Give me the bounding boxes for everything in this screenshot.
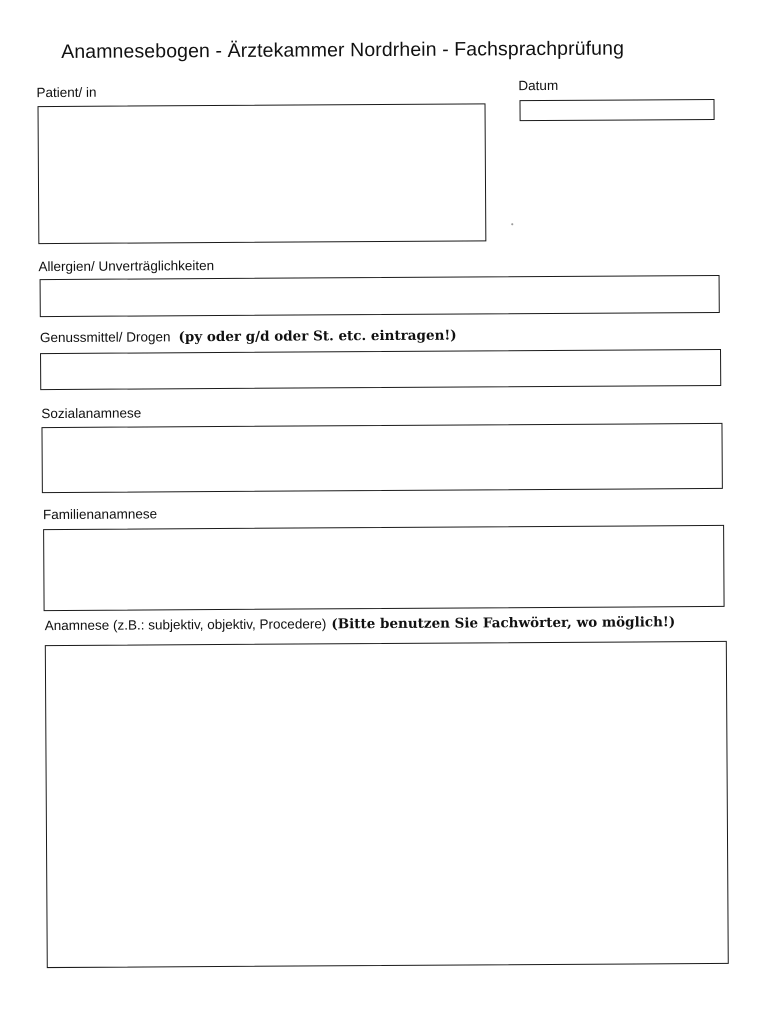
anamnese-field[interactable]	[45, 641, 729, 968]
patient-label: Patient/ in	[36, 84, 97, 101]
genussmittel-field[interactable]	[40, 349, 721, 390]
genussmittel-label-row	[40, 328, 457, 347]
datum-label: Datum	[518, 77, 559, 94]
anamnese-label-row	[45, 614, 676, 634]
genussmittel-note: (py oder g/d oder St. etc. eintragen!)	[178, 327, 457, 346]
familienanamnese-label: Familienanamnese	[42, 506, 158, 523]
page-title: Anamnesebogen - Ärztekammer Nordrhein - Fachsprachprüfung	[61, 37, 625, 63]
familienanamnese-field[interactable]	[43, 525, 724, 611]
anamnese-note: (Bitte benutzen Sie Fachwörter, wo möglich!)	[331, 614, 676, 633]
sozialanamnese-field[interactable]	[41, 423, 722, 493]
sozialanamnese-label: Sozialanamnese	[41, 405, 142, 422]
allergien-field[interactable]	[40, 275, 720, 317]
datum-field[interactable]	[519, 99, 714, 121]
patient-field[interactable]	[38, 103, 487, 244]
anamnese-label: Anamnese (z.B.: subjektiv, objektiv, Procedere)	[44, 616, 327, 634]
genussmittel-label: Genussmittel/ Drogen	[39, 329, 171, 346]
allergien-label: Allergien/ Unverträglichkeiten	[38, 258, 215, 275]
scan-speck	[511, 223, 513, 225]
